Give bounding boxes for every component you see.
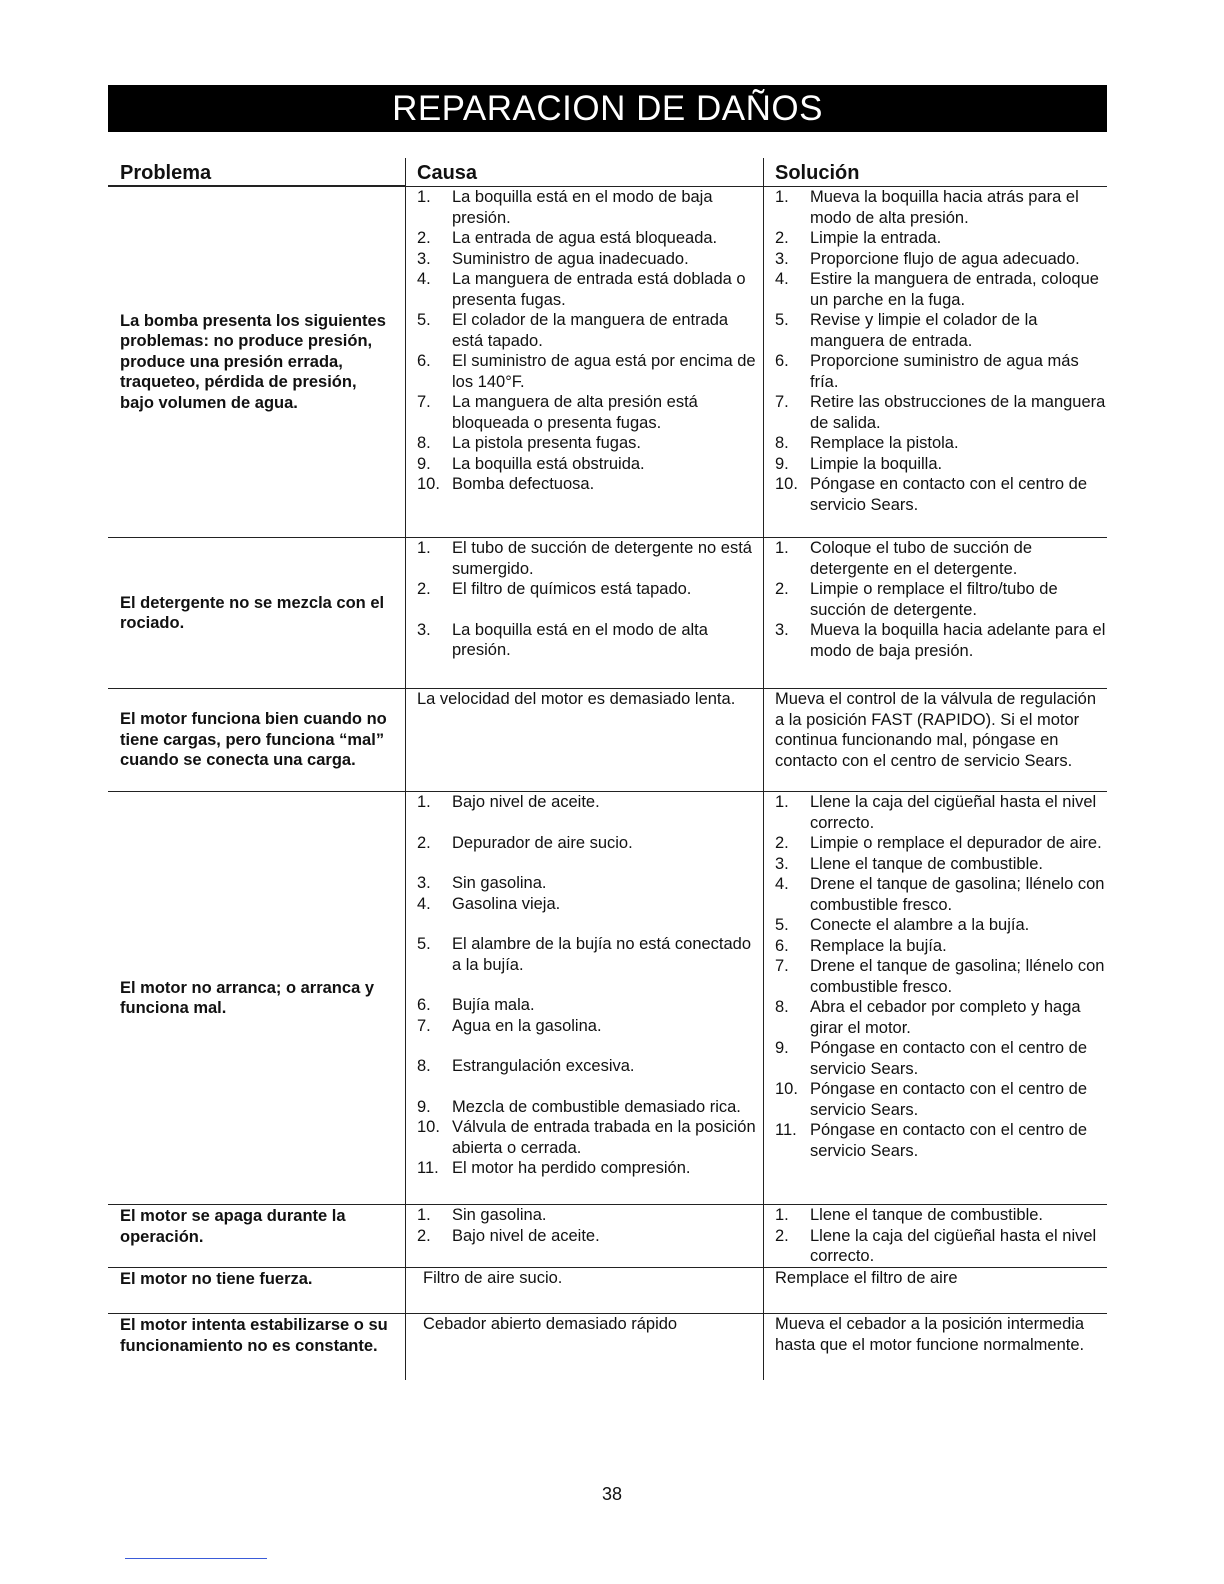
list-item: [775, 936, 1107, 957]
list-item: [775, 1226, 1107, 1267]
problem-cell: [108, 1314, 405, 1380]
cause-cell: [405, 538, 763, 688]
item-number: 10.: [775, 475, 798, 493]
solution-text: Remplace el filtro de aire: [775, 1269, 958, 1287]
item-number: 1.: [417, 539, 431, 557]
item-number: 9.: [775, 454, 789, 473]
item-text: Suministro de agua inadecuado.: [452, 249, 689, 268]
list-item: [775, 579, 1107, 620]
item-text: Remplace la pistola.: [810, 434, 959, 452]
list-item: [417, 392, 763, 433]
item-text: Póngase en contacto con el centro de servicio Sears.: [810, 475, 1088, 514]
item-text: Bomba defectuosa.: [452, 475, 595, 493]
item-number: 2.: [417, 580, 431, 598]
cause-cell: [405, 689, 763, 791]
item-text: Póngase en contacto con el centro de servicio Sears.: [810, 1121, 1088, 1160]
item-text: Estrangulación excesiva.: [452, 1057, 635, 1075]
list-item: [417, 833, 763, 854]
problem-text: El detergente no se mezcla con el rociado.: [120, 593, 385, 632]
table-row: [108, 1267, 1107, 1313]
item-text: Retire las obstrucciones de la manguera de salida.: [810, 393, 1106, 432]
problem-text: La bomba presenta los siguientes problemas: no produce presión, produce una presión errada, traqueteo, pérdida de presión, bajo volumen de agua.: [120, 311, 386, 412]
list-item: [417, 538, 763, 579]
item-number: 1.: [775, 1206, 789, 1224]
item-number: 7.: [775, 393, 789, 411]
list-item: [775, 538, 1107, 579]
header-solution: Solución: [763, 158, 1107, 186]
list-item: [775, 454, 1107, 475]
solution-text: Mueva el control de la válvula de regulación a la posición FAST (RAPIDO). Si el motor continua funcionando mal, póngase en contacto con el centro de servicio Sears.: [775, 690, 1097, 770]
list-item: [417, 792, 763, 813]
solution-cell: [763, 538, 1107, 688]
list-item: [417, 269, 763, 310]
item-text: Limpie o remplace el filtro/tubo de succión de detergente.: [810, 580, 1058, 619]
item-text: Limpie la boquilla.: [810, 454, 943, 473]
page-number: 38: [601, 1484, 623, 1504]
item-text: Mezcla de combustible demasiado rica.: [452, 1097, 741, 1116]
table-row: [108, 1313, 1107, 1380]
item-text: Sin gasolina.: [452, 874, 547, 892]
header-cause: Causa: [405, 158, 763, 186]
problem-cell: [108, 689, 405, 791]
list-item: [417, 1158, 763, 1179]
list-item: [775, 956, 1107, 997]
item-number: 7.: [417, 1016, 431, 1035]
item-text: Estire la manguera de entrada, coloque un parche en la fuga.: [810, 270, 1099, 309]
item-text: Coloque el tubo de succión de detergente en el detergente.: [810, 539, 1032, 578]
item-number: 1.: [775, 539, 789, 557]
list-item: [775, 915, 1107, 936]
item-number: 10.: [417, 475, 440, 493]
item-text: Póngase en contacto con el centro de servicio Sears.: [810, 1039, 1088, 1078]
header-problem: Problema: [108, 158, 405, 186]
item-text: La boquilla está en el modo de alta presión.: [452, 620, 708, 659]
item-text: El tubo de succión de detergente no está sumergido.: [452, 539, 752, 578]
problem-cell: [108, 538, 405, 688]
list-item: [417, 310, 763, 351]
page-title: REPARACION DE DAÑOS: [108, 85, 1107, 132]
item-number: 2.: [417, 229, 431, 247]
cause-cell: [405, 1268, 763, 1313]
cause-text: Cebador abierto demasiado rápido: [423, 1315, 678, 1333]
item-text: Gasolina vieja.: [452, 894, 561, 913]
item-text: Conecte el alambre a la bujía.: [810, 916, 1030, 934]
table-row: [108, 1204, 1107, 1267]
problem-text: El motor no arranca; o arranca y funciona mal.: [120, 978, 375, 1017]
list-item: [775, 997, 1107, 1038]
item-number: 9.: [417, 454, 431, 473]
solution-cell: [763, 1205, 1107, 1267]
list-item: [417, 579, 763, 600]
list-item: [775, 474, 1107, 515]
item-number: 2.: [775, 580, 789, 598]
list-item: [417, 1226, 763, 1247]
list-item: [417, 249, 763, 270]
item-number: 9.: [417, 1097, 431, 1116]
list-item: [417, 620, 763, 661]
item-number: 3.: [417, 874, 431, 892]
item-number: 11.: [775, 1121, 797, 1139]
list-item: [775, 792, 1107, 833]
item-text: La manguera de entrada está doblada o presenta fugas.: [452, 270, 746, 309]
item-text: Bujía mala.: [452, 996, 535, 1014]
list-item: [775, 310, 1107, 351]
item-text: Mueva la boquilla hacia adelante para el modo de baja presión.: [810, 621, 1106, 660]
cause-cell: [405, 1205, 763, 1267]
problem-text: El motor no tiene fuerza.: [120, 1270, 313, 1288]
solution-cell: [763, 1268, 1107, 1313]
list-item: [417, 1097, 763, 1118]
cause-text: Filtro de aire sucio.: [423, 1269, 563, 1287]
item-number: 8.: [417, 434, 431, 452]
list-item: [775, 249, 1107, 270]
list-item: [775, 228, 1107, 249]
item-text: Agua en la gasolina.: [452, 1016, 602, 1035]
item-text: Remplace la bujía.: [810, 936, 947, 955]
item-number: 3.: [417, 620, 431, 639]
list-item: [775, 1120, 1107, 1161]
list-item: [775, 833, 1107, 854]
list-item: [775, 1038, 1107, 1079]
list-item: [417, 187, 763, 228]
item-number: 3.: [775, 854, 789, 873]
table-row: [108, 688, 1107, 791]
item-text: El filtro de químicos está tapado.: [452, 580, 692, 598]
item-number: 2.: [775, 834, 789, 852]
list-item: [775, 854, 1107, 875]
problem-text: El motor se apaga durante la operación.: [120, 1207, 346, 1246]
item-text: Mueva la boquilla hacia atrás para el modo de alta presión.: [810, 188, 1079, 227]
item-text: Llene la caja del cigüeñal hasta el nivel correcto.: [810, 793, 1097, 832]
item-number: 5.: [417, 311, 431, 329]
problem-cell: [108, 792, 405, 1204]
item-text: Abra el cebador por completo y haga girar el motor.: [810, 998, 1081, 1037]
list-item: [775, 187, 1107, 228]
item-text: Drene el tanque de gasolina; llénelo con combustible fresco.: [810, 875, 1105, 914]
list-item: [417, 454, 763, 475]
list-item: [417, 873, 763, 894]
item-text: El colador de la manguera de entrada está tapado.: [452, 311, 729, 350]
item-text: Proporcione suministro de agua más fría.: [810, 352, 1079, 391]
item-number: 8.: [775, 434, 789, 452]
cause-cell: [405, 792, 763, 1204]
item-number: 1.: [417, 188, 431, 206]
item-text: Llene el tanque de combustible.: [810, 854, 1043, 873]
item-text: Válvula de entrada trabada en la posición abierta o cerrada.: [452, 1118, 756, 1157]
item-number: 3.: [775, 621, 789, 639]
problem-cell: [108, 187, 405, 537]
item-number: 2.: [417, 833, 431, 852]
item-text: Póngase en contacto con el centro de servicio Sears.: [810, 1080, 1088, 1119]
problem-text: El motor intenta estabilizarse o su funcionamiento no es constante.: [120, 1316, 388, 1355]
item-text: La pistola presenta fugas.: [452, 434, 641, 452]
item-text: Proporcione flujo de agua adecuado.: [810, 249, 1080, 268]
item-text: Sin gasolina.: [452, 1206, 547, 1224]
item-text: La entrada de agua está bloqueada.: [452, 229, 718, 247]
item-number: 1.: [417, 1206, 431, 1224]
item-number: 1.: [775, 793, 789, 811]
item-text: Limpie o remplace el depurador de aire.: [810, 834, 1102, 852]
item-number: 2.: [775, 1226, 789, 1245]
item-text: Limpie la entrada.: [810, 229, 942, 247]
item-number: 1.: [417, 793, 431, 811]
item-text: Llene la caja del cigüeñal hasta el nivel correcto.: [810, 1226, 1097, 1265]
item-number: 5.: [775, 916, 789, 934]
item-number: 6.: [775, 936, 789, 955]
list-item: [775, 620, 1107, 661]
item-text: El alambre de la bujía no está conectado a la bujía.: [452, 935, 752, 974]
list-item: [417, 1016, 763, 1037]
item-number: 9.: [775, 1039, 789, 1057]
list-item: [417, 1205, 763, 1226]
problem-cell: [108, 1205, 405, 1267]
list-item: [775, 351, 1107, 392]
solution-text: Mueva el cebador a la posición intermedia hasta que el motor funcione normalmente.: [775, 1315, 1085, 1354]
table-row: [108, 537, 1107, 688]
link-underline: [125, 1558, 267, 1559]
item-number: 5.: [775, 311, 789, 329]
item-number: 7.: [775, 957, 789, 975]
table-row: [108, 186, 1107, 537]
item-text: El motor ha perdido compresión.: [452, 1159, 691, 1177]
item-text: La boquilla está obstruida.: [452, 454, 645, 473]
table-header: [108, 158, 1107, 186]
list-item: [417, 474, 763, 495]
item-text: Bajo nivel de aceite.: [452, 1226, 600, 1245]
solution-cell: [763, 689, 1107, 791]
item-number: 2.: [417, 1226, 431, 1245]
item-number: 11.: [417, 1159, 439, 1177]
item-number: 6.: [417, 996, 431, 1014]
item-text: El suministro de agua está por encima de los 140°F.: [452, 352, 756, 391]
table-body: [108, 186, 1107, 1380]
list-item: [775, 874, 1107, 915]
item-text: Llene el tanque de combustible.: [810, 1206, 1043, 1224]
list-item: [417, 894, 763, 915]
list-item: [417, 995, 763, 1016]
cause-cell: [405, 187, 763, 537]
item-text: La boquilla está en el modo de baja presión.: [452, 188, 713, 227]
item-text: Bajo nivel de aceite.: [452, 793, 600, 811]
item-number: 8.: [417, 1057, 431, 1075]
list-item: [417, 1117, 763, 1158]
item-number: 10.: [775, 1080, 798, 1098]
item-text: Depurador de aire sucio.: [452, 833, 633, 852]
list-item: [775, 1205, 1107, 1226]
item-text: Revise y limpie el colador de la manguera de entrada.: [810, 311, 1038, 350]
solution-cell: [763, 1314, 1107, 1380]
item-number: 6.: [775, 352, 789, 370]
item-number: 2.: [775, 229, 789, 247]
item-number: 6.: [417, 352, 431, 370]
list-item: [775, 269, 1107, 310]
item-number: 1.: [775, 188, 789, 206]
list-item: [417, 433, 763, 454]
problem-text: El motor funciona bien cuando no tiene cargas, pero funciona “mal” cuando se conecta una carga.: [120, 710, 387, 770]
problem-cell: [108, 1268, 405, 1313]
solution-cell: [763, 792, 1107, 1204]
list-item: [775, 392, 1107, 433]
item-number: 3.: [775, 249, 789, 268]
item-number: 5.: [417, 935, 431, 953]
list-item: [417, 228, 763, 249]
cause-text: La velocidad del motor es demasiado lenta.: [417, 690, 736, 708]
list-item: [417, 934, 763, 975]
item-number: 4.: [775, 270, 789, 288]
item-number: 10.: [417, 1118, 440, 1136]
item-number: 4.: [775, 875, 789, 893]
list-item: [417, 351, 763, 392]
cause-cell: [405, 1314, 763, 1380]
item-number: 4.: [417, 894, 431, 913]
solution-cell: [763, 187, 1107, 537]
item-text: La manguera de alta presión está bloqueada o presenta fugas.: [452, 393, 698, 432]
item-text: Drene el tanque de gasolina; llénelo con combustible fresco.: [810, 957, 1105, 996]
item-number: 3.: [417, 249, 431, 268]
table-row: [108, 791, 1107, 1204]
list-item: [775, 433, 1107, 454]
item-number: 8.: [775, 998, 789, 1016]
item-number: 4.: [417, 270, 431, 288]
troubleshooting-table: [108, 158, 1107, 1380]
list-item: [417, 1056, 763, 1077]
item-number: 7.: [417, 393, 431, 411]
list-item: [775, 1079, 1107, 1120]
